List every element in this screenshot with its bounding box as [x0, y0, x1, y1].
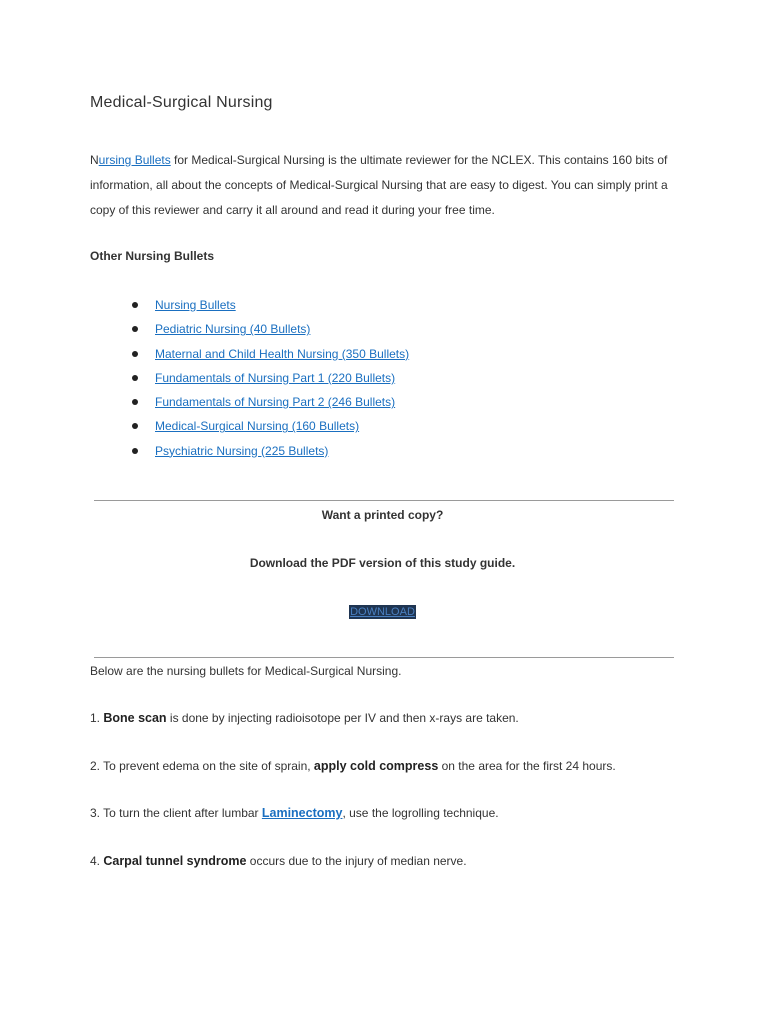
item-number: 4. [90, 854, 104, 868]
bottom-divider [94, 657, 674, 658]
link-psychiatric-nursing[interactable]: Psychiatric Nursing (225 Bullets) [155, 443, 329, 458]
item-text: occurs due to the injury of median nerve. [246, 854, 467, 868]
bullet-dot-icon [132, 423, 138, 429]
list-item [90, 317, 409, 341]
list-item [90, 390, 409, 414]
top-divider [94, 500, 674, 501]
bullet-dot-icon [132, 302, 138, 308]
list-item [90, 414, 409, 438]
link-fundamentals-part-1[interactable]: Fundamentals of Nursing Part 1 (220 Bullets) [155, 370, 396, 385]
link-maternal-child-health[interactable]: Maternal and Child Health Nursing (350 Bullets) [155, 346, 410, 361]
download-area [90, 602, 675, 620]
printed-copy-question: Want a printed copy? [321, 508, 444, 522]
download-subtitle: Download the PDF version of this study guide. [249, 556, 516, 570]
bullet-item-2 [90, 759, 616, 773]
laminectomy-link[interactable]: Laminectomy [261, 806, 343, 820]
item-text: on the area for the first 24 hours. [438, 759, 616, 773]
item-keyword: Bone scan [103, 711, 167, 725]
link-fundamentals-part-2[interactable]: Fundamentals of Nursing Part 2 (246 Bullets) [155, 395, 396, 410]
intro-first-letter: N [90, 153, 99, 167]
link-pediatric-nursing[interactable]: Pediatric Nursing (40 Bullets) [155, 322, 311, 337]
other-bullets-heading: Other Nursing Bullets [90, 249, 215, 263]
other-bullets-list [90, 293, 409, 463]
page-title: Medical-Surgical Nursing [90, 94, 273, 111]
item-number: 3. [90, 806, 104, 820]
bullet-dot-icon [132, 399, 138, 405]
bullet-item-1 [90, 711, 519, 725]
intro-text: for Medical-Surgical Nursing is the ultimate reviewer for the NCLEX. This contains 160 bits of information, all about the concepts of Medical-Surgical Nursing that are easy to digest. You can simply print a copy of this reviewer and carry it all around and read it during your free time. [90, 153, 668, 217]
link-medical-surgical[interactable]: Medical-Surgical Nursing (160 Bullets) [155, 419, 360, 434]
nursing-bullets-link[interactable]: ursing Bullets [98, 153, 171, 167]
bullet-dot-icon [132, 351, 138, 357]
item-text-pre: To turn the client after lumbar [103, 806, 262, 820]
bullet-dot-icon [132, 326, 138, 332]
bullet-dot-icon [132, 448, 138, 454]
item-number: 1. [90, 711, 104, 725]
link-nursing-bullets[interactable]: Nursing Bullets [155, 298, 236, 312]
download-button[interactable]: DOWNLOAD [350, 606, 415, 618]
bullet-item-3 [90, 806, 499, 820]
item-text-pre: To prevent edema on the site of sprain, [103, 759, 314, 773]
bullet-item-4 [90, 854, 467, 868]
item-number: 2. [90, 759, 104, 773]
list-item [90, 366, 409, 390]
item-text: , use the logrolling technique. [342, 806, 499, 820]
bullet-dot-icon [132, 375, 138, 381]
list-item [90, 342, 409, 366]
list-item [90, 293, 409, 317]
item-keyword: apply cold compress [313, 759, 439, 773]
list-item [90, 439, 409, 463]
item-text: is done by injecting radioisotope per IV and then x-rays are taken. [166, 711, 519, 725]
intro-paragraph [90, 148, 680, 223]
item-keyword: Carpal tunnel syndrome [103, 854, 247, 868]
below-text: Below are the nursing bullets for Medical-Surgical Nursing. [90, 664, 402, 678]
